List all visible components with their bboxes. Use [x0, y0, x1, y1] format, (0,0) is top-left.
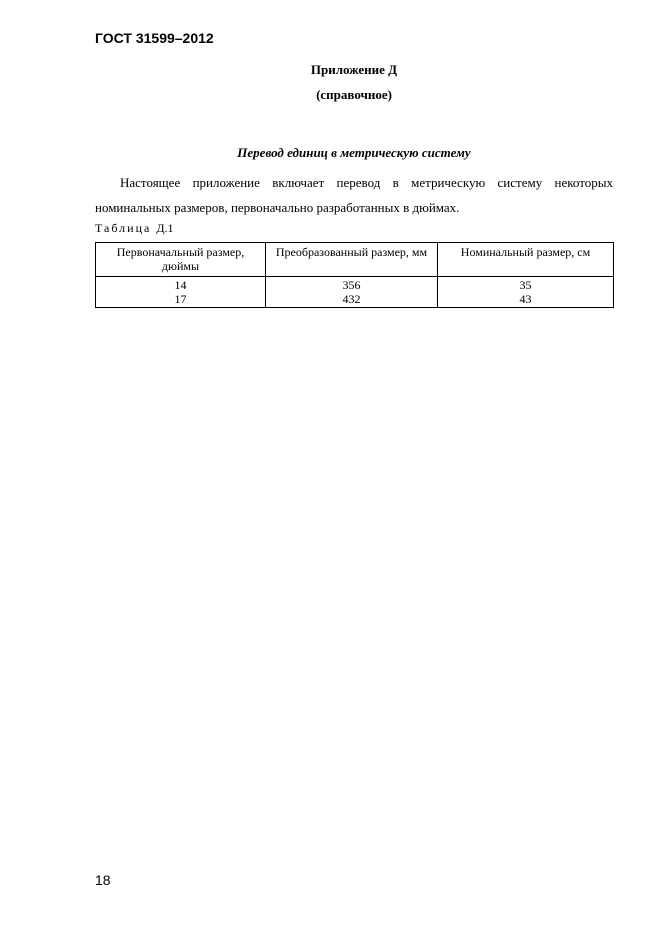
- table-row: [96, 277, 614, 293]
- table-caption-number: Д.1: [156, 221, 174, 235]
- column-header: Номинальный размер, см: [438, 243, 614, 277]
- conversion-table: [95, 242, 614, 308]
- table-cell: 432: [266, 292, 438, 308]
- table-cell: 356: [266, 277, 438, 293]
- column-header: Первоначальный размер, дюймы: [96, 243, 266, 277]
- table-cell: 35: [438, 277, 614, 293]
- table-caption-word: Таблица: [95, 221, 152, 235]
- table-row: [96, 292, 614, 308]
- table-cell: 43: [438, 292, 614, 308]
- document-header: ГОСТ 31599–2012: [95, 30, 214, 46]
- column-header: Преобразованный размер, мм: [266, 243, 438, 277]
- body-paragraph: Настоящее приложение включает перевод в метрическую систему некоторых номинальных размеров, первоначально разработанных в дюймах.: [95, 175, 613, 215]
- table-caption: [95, 221, 174, 236]
- table-cell: 17: [96, 292, 266, 308]
- table-header-row: [96, 243, 614, 277]
- appendix-status: (справочное): [316, 87, 392, 102]
- page-number: 18: [95, 872, 111, 888]
- table-cell: 14: [96, 277, 266, 293]
- section-title: Перевод единиц в метрическую систему: [237, 145, 471, 160]
- appendix-title: Приложение Д: [310, 62, 398, 77]
